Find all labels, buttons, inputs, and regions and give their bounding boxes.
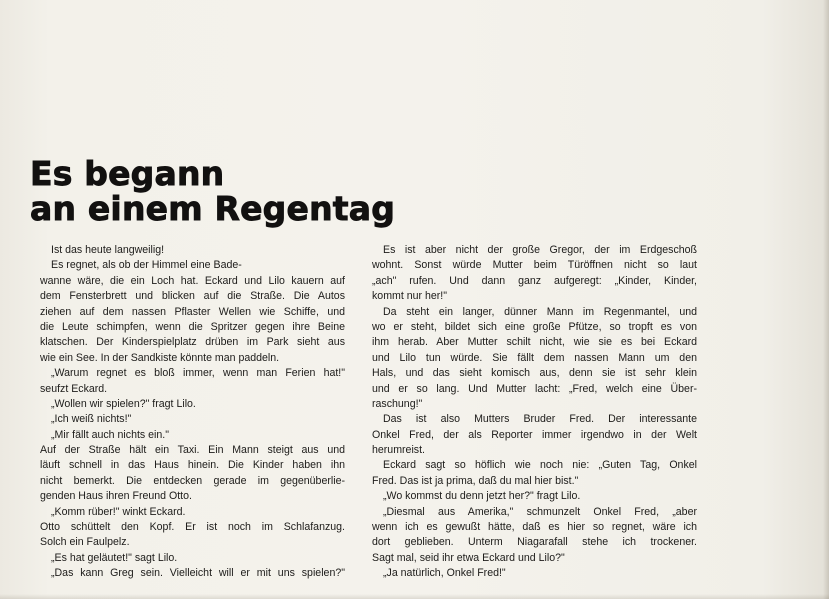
right-column-line: „Wo kommst du denn jetzt her?" fragt Lilo. (383, 490, 581, 503)
left-column-line: wanne wäre, die ein Loch hat. Eckard und Lilo kauern auf (40, 274, 345, 287)
left-column-line: Auf der Straße hält ein Taxi. Ein Mann steigt aus und (40, 444, 345, 457)
right-column-line: „Ja natürlich, Onkel Fred!" (383, 567, 506, 580)
left-column-line: Solch ein Faulpelz. (40, 536, 130, 549)
left-column-line: „Es hat geläutet!" sagt Lilo. (51, 551, 178, 564)
left-column-line: Es regnet, als ob der Himmel eine Bade- (51, 259, 242, 272)
right-column-line: ihm herab. Aber Mutter schilt nicht, wie sie es bei Eckard (372, 336, 697, 349)
right-column-line: Hals, und das sieht komisch aus, denn sie ist sehr klein (372, 367, 697, 380)
left-column-line: genden Haus ihren Freund Otto. (40, 490, 192, 503)
left-column-line: „Warum regnet es bloß immer, wenn man Ferien hat!" (51, 367, 345, 380)
right-column-line: wenn ich es gewußt hätte, daß es hier so regnet, wäre ich (372, 521, 697, 534)
left-column-line: nicht bemerkt. Die entdecken gerade im gegenüberlie- (40, 474, 345, 487)
left-column-line: „Wollen wir spielen?" fragt Lilo. (51, 397, 196, 410)
left-column-line: „Ich weiß nichts!" (51, 413, 132, 426)
page-edge-shadow-right (823, 0, 829, 599)
right-column-line: wohnt. Sonst würde Mutter beim Türöffnen nicht so laut (372, 259, 697, 272)
left-column-line: ziehen auf dem nassen Pflaster Wellen wie Schiffe, und (40, 305, 345, 318)
left-column-line: läuft schnell in das Haus hinein. Die Kinder haben ihn (40, 459, 345, 472)
left-column-line: seufzt Eckard. (40, 382, 108, 395)
left-column-line: die Leute schimpfen, wenn die Spritzer gegen ihre Beine (40, 320, 345, 333)
right-column-line: Sagt mal, seid ihr etwa Eckard und Lilo?" (372, 551, 565, 564)
right-column-line: „Diesmal aus Amerika," schmunzelt Onkel Fred, „aber (383, 505, 697, 518)
left-column-line: „Das kann Greg sein. Vielleicht will er mit uns spielen?" (51, 567, 345, 580)
chapter-title-line-2: an einem Regentag (30, 189, 396, 228)
right-column-line: Das ist also Mutters Bruder Fred. Der interessante (383, 413, 697, 426)
right-column-line: kommt nur her!" (372, 290, 447, 303)
right-column-line: dort geblieben. Unterm Niagarafall stehe ich trockener. (372, 536, 697, 549)
left-column-line: „Mir fällt auch nichts ein." (51, 428, 169, 441)
right-column-line: Fred. Das ist ja prima, daß du mal hier bist." (372, 474, 579, 487)
left-column-line: klatschen. Der Kinderspielplatz drüben im Park sieht aus (40, 336, 345, 349)
right-column-line: Es ist aber nicht der große Gregor, der im Erdgeschoß (383, 244, 697, 256)
left-column-line: Otto schüttelt den Kopf. Er ist noch im Schlafanzug. (40, 521, 345, 534)
left-column-line: „Komm rüber!" winkt Eckard. (51, 505, 186, 518)
right-column-line: raschung!" (372, 397, 423, 410)
chapter-title (30, 156, 395, 226)
right-column-line: Onkel Fred, der als Reporter immer irgendwo in der Welt (372, 428, 697, 441)
text-column-left (40, 243, 345, 582)
text-column-right (372, 243, 697, 582)
left-column-line: Ist das heute langweilig! (51, 244, 165, 256)
page-edge-shadow-bottom (0, 594, 829, 599)
left-column-line: dem Fensterbrett und blicken auf die Straße. Die Autos (40, 290, 345, 303)
right-column-line: und er so lang. Und Mutter lacht: „Fred, welch eine Über- (372, 382, 697, 395)
right-column-line: wo er steht, bildet sich eine große Pfütze, so tropft es von (372, 320, 697, 333)
right-column-line: Eckard sagt so höflich wie noch nie: „Guten Tag, Onkel (383, 459, 697, 472)
right-column-line: und Lilo tun würde. Sie fällt dem nassen Mann um den (372, 351, 697, 364)
right-column-line: „ach" rufen. Und dann ganz aufgeregt: „Kinder, Kinder, (372, 274, 697, 287)
right-column-line: herumreist. (372, 444, 425, 457)
chapter-title-line-1: Es begann (30, 154, 225, 193)
left-column-line: wie ein See. In der Sandkiste könnte man paddeln. (40, 351, 280, 364)
right-column-line: Da steht ein langer, dünner Mann im Regenmantel, und (383, 305, 697, 318)
